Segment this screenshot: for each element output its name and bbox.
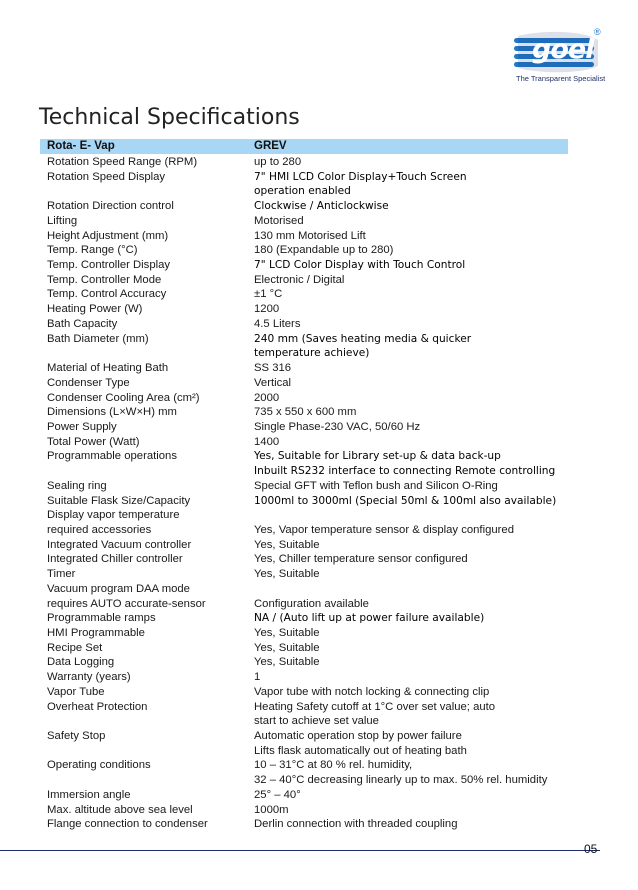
table-row: [0, 788, 638, 803]
spec-value: 7" HMI LCD Color Display+Touch Screen: [254, 170, 467, 183]
spec-label: Dimensions (L×W×H) mm: [47, 406, 177, 419]
spec-label: Warranty (years): [47, 671, 131, 684]
table-row: [0, 229, 638, 244]
table-row: [0, 420, 638, 435]
spec-label: Bath Diameter (mm): [47, 332, 149, 345]
spec-label: Height Adjustment (mm): [47, 229, 169, 242]
spec-header-bar: [40, 139, 568, 154]
spec-value: 735 x 550 x 600 mm: [254, 406, 357, 419]
spec-value: Heating Safety cutoff at 1°C over set value; auto: [254, 700, 496, 713]
table-row: [0, 155, 638, 170]
table-row: [0, 405, 638, 420]
spec-label: Sealing ring: [47, 479, 107, 492]
table-row: [0, 302, 638, 317]
spec-value: Automatic operation stop by power failure: [254, 730, 462, 743]
table-row: [0, 479, 638, 494]
spec-value: 130 mm Motorised Lift: [254, 229, 366, 242]
spec-label: Timer: [47, 568, 76, 581]
table-row: [0, 641, 638, 656]
spec-value: Clockwise / Anticlockwise: [254, 200, 389, 213]
spec-label: Bath Capacity: [47, 317, 118, 330]
spec-value: Yes, Chiller temperature sensor configured: [254, 553, 468, 566]
spec-label: Condenser Cooling Area (cm²): [47, 391, 200, 404]
spec-header-label: Rota- E- Vap: [47, 140, 115, 152]
table-row: [0, 170, 638, 185]
table-row: [0, 817, 638, 832]
spec-label: Temp. Control Accuracy: [47, 288, 167, 301]
table-row: [0, 803, 638, 818]
spec-value: Yes, Suitable: [254, 538, 320, 551]
table-row: [0, 199, 638, 214]
spec-label: Data Logging: [47, 656, 115, 669]
spec-value: Yes, Suitable: [254, 656, 320, 669]
spec-label: Power Supply: [47, 420, 117, 433]
spec-value: 240 mm (Saves heating media & quicker: [254, 332, 472, 345]
spec-label: Rotation Direction control: [47, 200, 174, 213]
table-row: [0, 773, 638, 788]
spec-value: operation enabled: [254, 185, 351, 198]
table-row: [0, 464, 638, 479]
table-row: [0, 184, 638, 199]
table-row: [0, 317, 638, 332]
spec-label: Safety Stop: [47, 730, 106, 743]
spec-value: 10 – 31°C at 80 % rel. humidity,: [254, 759, 413, 772]
spec-value: 180 (Expandable up to 280): [254, 244, 394, 257]
spec-label: Programmable ramps: [47, 612, 156, 625]
table-row: [0, 714, 638, 729]
logo-tagline: The Transparent Specialist: [516, 74, 606, 83]
spec-value: Motorised: [254, 214, 304, 227]
spec-value: Electronic / Digital: [254, 273, 345, 286]
spec-label: required accessories: [47, 523, 152, 536]
spec-value: NA / (Auto lift up at power failure available): [254, 612, 485, 625]
spec-label: Programmable operations: [47, 450, 177, 463]
table-row: [0, 655, 638, 670]
table-row: [0, 258, 638, 273]
spec-label: Material of Heating Bath: [47, 362, 169, 375]
table-row: [0, 346, 638, 361]
spec-table: [0, 155, 638, 832]
spec-value: 25° – 40°: [254, 788, 301, 801]
spec-label: Suitable Flask Size/Capacity: [47, 494, 191, 507]
footer-divider: [0, 850, 600, 851]
table-row: [0, 508, 638, 523]
spec-value: Vertical: [254, 376, 292, 389]
spec-label: Temp. Controller Display: [47, 259, 171, 272]
table-row: [0, 744, 638, 759]
spec-label: Flange connection to condenser: [47, 818, 208, 831]
table-row: [0, 758, 638, 773]
spec-label: requires AUTO accurate-sensor: [47, 597, 206, 610]
spec-value: 1400: [254, 435, 280, 448]
spec-value: Special GFT with Teflon bush and Silicon O-Ring: [254, 479, 498, 492]
spec-value: ±1 °C: [254, 288, 283, 301]
table-row: [0, 729, 638, 744]
table-row: [0, 273, 638, 288]
spec-label: Vapor Tube: [47, 685, 105, 698]
spec-value: Yes, Suitable: [254, 627, 320, 639]
spec-value: SS 316: [254, 362, 292, 375]
table-row: [0, 626, 638, 641]
spec-label: Total Power (Watt): [47, 435, 140, 448]
spec-value: 1000ml to 3000ml (Special 50ml & 100ml also available): [254, 494, 557, 507]
table-row: [0, 538, 638, 553]
table-row: [0, 582, 638, 597]
brand-logo: [512, 27, 608, 84]
spec-label: Condenser Type: [47, 376, 130, 389]
spec-value: 7" LCD Color Display with Touch Control: [254, 259, 466, 272]
table-row: [0, 494, 638, 509]
spec-value: up to 280: [254, 156, 302, 168]
spec-value: Single Phase-230 VAC, 50/60 Hz: [254, 420, 421, 433]
spec-label: Lifting: [47, 214, 78, 227]
spec-label: Temp. Range (°C): [47, 244, 138, 257]
spec-label: Max. altitude above sea level: [47, 803, 193, 816]
spec-label: Recipe Set: [47, 641, 103, 654]
table-row: [0, 567, 638, 582]
table-row: [0, 287, 638, 302]
table-row: [0, 685, 638, 700]
table-row: [0, 376, 638, 391]
table-row: [0, 611, 638, 626]
spec-label: Immersion angle: [47, 788, 131, 801]
spec-label: Operating conditions: [47, 759, 151, 772]
spec-value: 2000: [254, 391, 280, 404]
spec-value: temperature achieve): [254, 347, 370, 360]
spec-label: Integrated Chiller controller: [47, 553, 183, 566]
registered-mark: ®: [594, 27, 601, 37]
spec-value: Yes, Suitable for Library set-up & data back-up: [254, 450, 501, 463]
table-row: [0, 243, 638, 258]
spec-value: Yes, Suitable: [254, 641, 320, 654]
spec-label: Temp. Controller Mode: [47, 273, 162, 286]
table-row: [0, 700, 638, 715]
spec-label: HMI Programmable: [47, 627, 145, 639]
spec-label: Rotation Speed Range (RPM): [47, 156, 198, 168]
table-row: [0, 435, 638, 450]
table-row: [0, 523, 638, 538]
spec-label: Integrated Vacuum controller: [47, 538, 192, 551]
table-row: [0, 391, 638, 406]
spec-value: Inbuilt RS232 interface to connecting Remote controlling: [254, 465, 556, 478]
table-row: [0, 214, 638, 229]
spec-value: 1000m: [254, 803, 289, 816]
table-row: [0, 332, 638, 347]
spec-value: 1200: [254, 303, 280, 316]
logo-wordmark: goel: [532, 34, 594, 65]
spec-value: Derlin connection with threaded coupling: [254, 818, 458, 831]
spec-value: Configuration available: [254, 597, 369, 610]
table-row: [0, 670, 638, 685]
spec-value: Yes, Suitable: [254, 568, 320, 581]
spec-label: Rotation Speed Display: [47, 170, 166, 183]
table-row: [0, 552, 638, 567]
spec-label: Vacuum program DAA mode: [47, 582, 190, 595]
spec-label: Heating Power (W): [47, 303, 143, 316]
table-row: [0, 361, 638, 376]
spec-value: start to achieve set value: [254, 715, 379, 728]
spec-value: Yes, Vapor temperature sensor & display configured: [254, 523, 514, 536]
spec-value: 32 – 40°C decreasing linearly up to max. 50% rel. humidity: [254, 774, 548, 787]
spec-value: Lifts flask automatically out of heating bath: [254, 744, 467, 757]
spec-value: 1: [254, 671, 261, 684]
spec-value: 4.5 Liters: [254, 317, 301, 330]
spec-label: Display vapor temperature: [47, 509, 180, 522]
page-number: 05: [584, 842, 598, 856]
table-row: [0, 449, 638, 464]
spec-label: Overheat Protection: [47, 700, 148, 713]
table-row: [0, 597, 638, 612]
spec-header-value: GREV: [254, 140, 287, 152]
page-title: Technical Specifications: [39, 105, 300, 130]
spec-value: Vapor tube with notch locking & connecting clip: [254, 685, 490, 698]
